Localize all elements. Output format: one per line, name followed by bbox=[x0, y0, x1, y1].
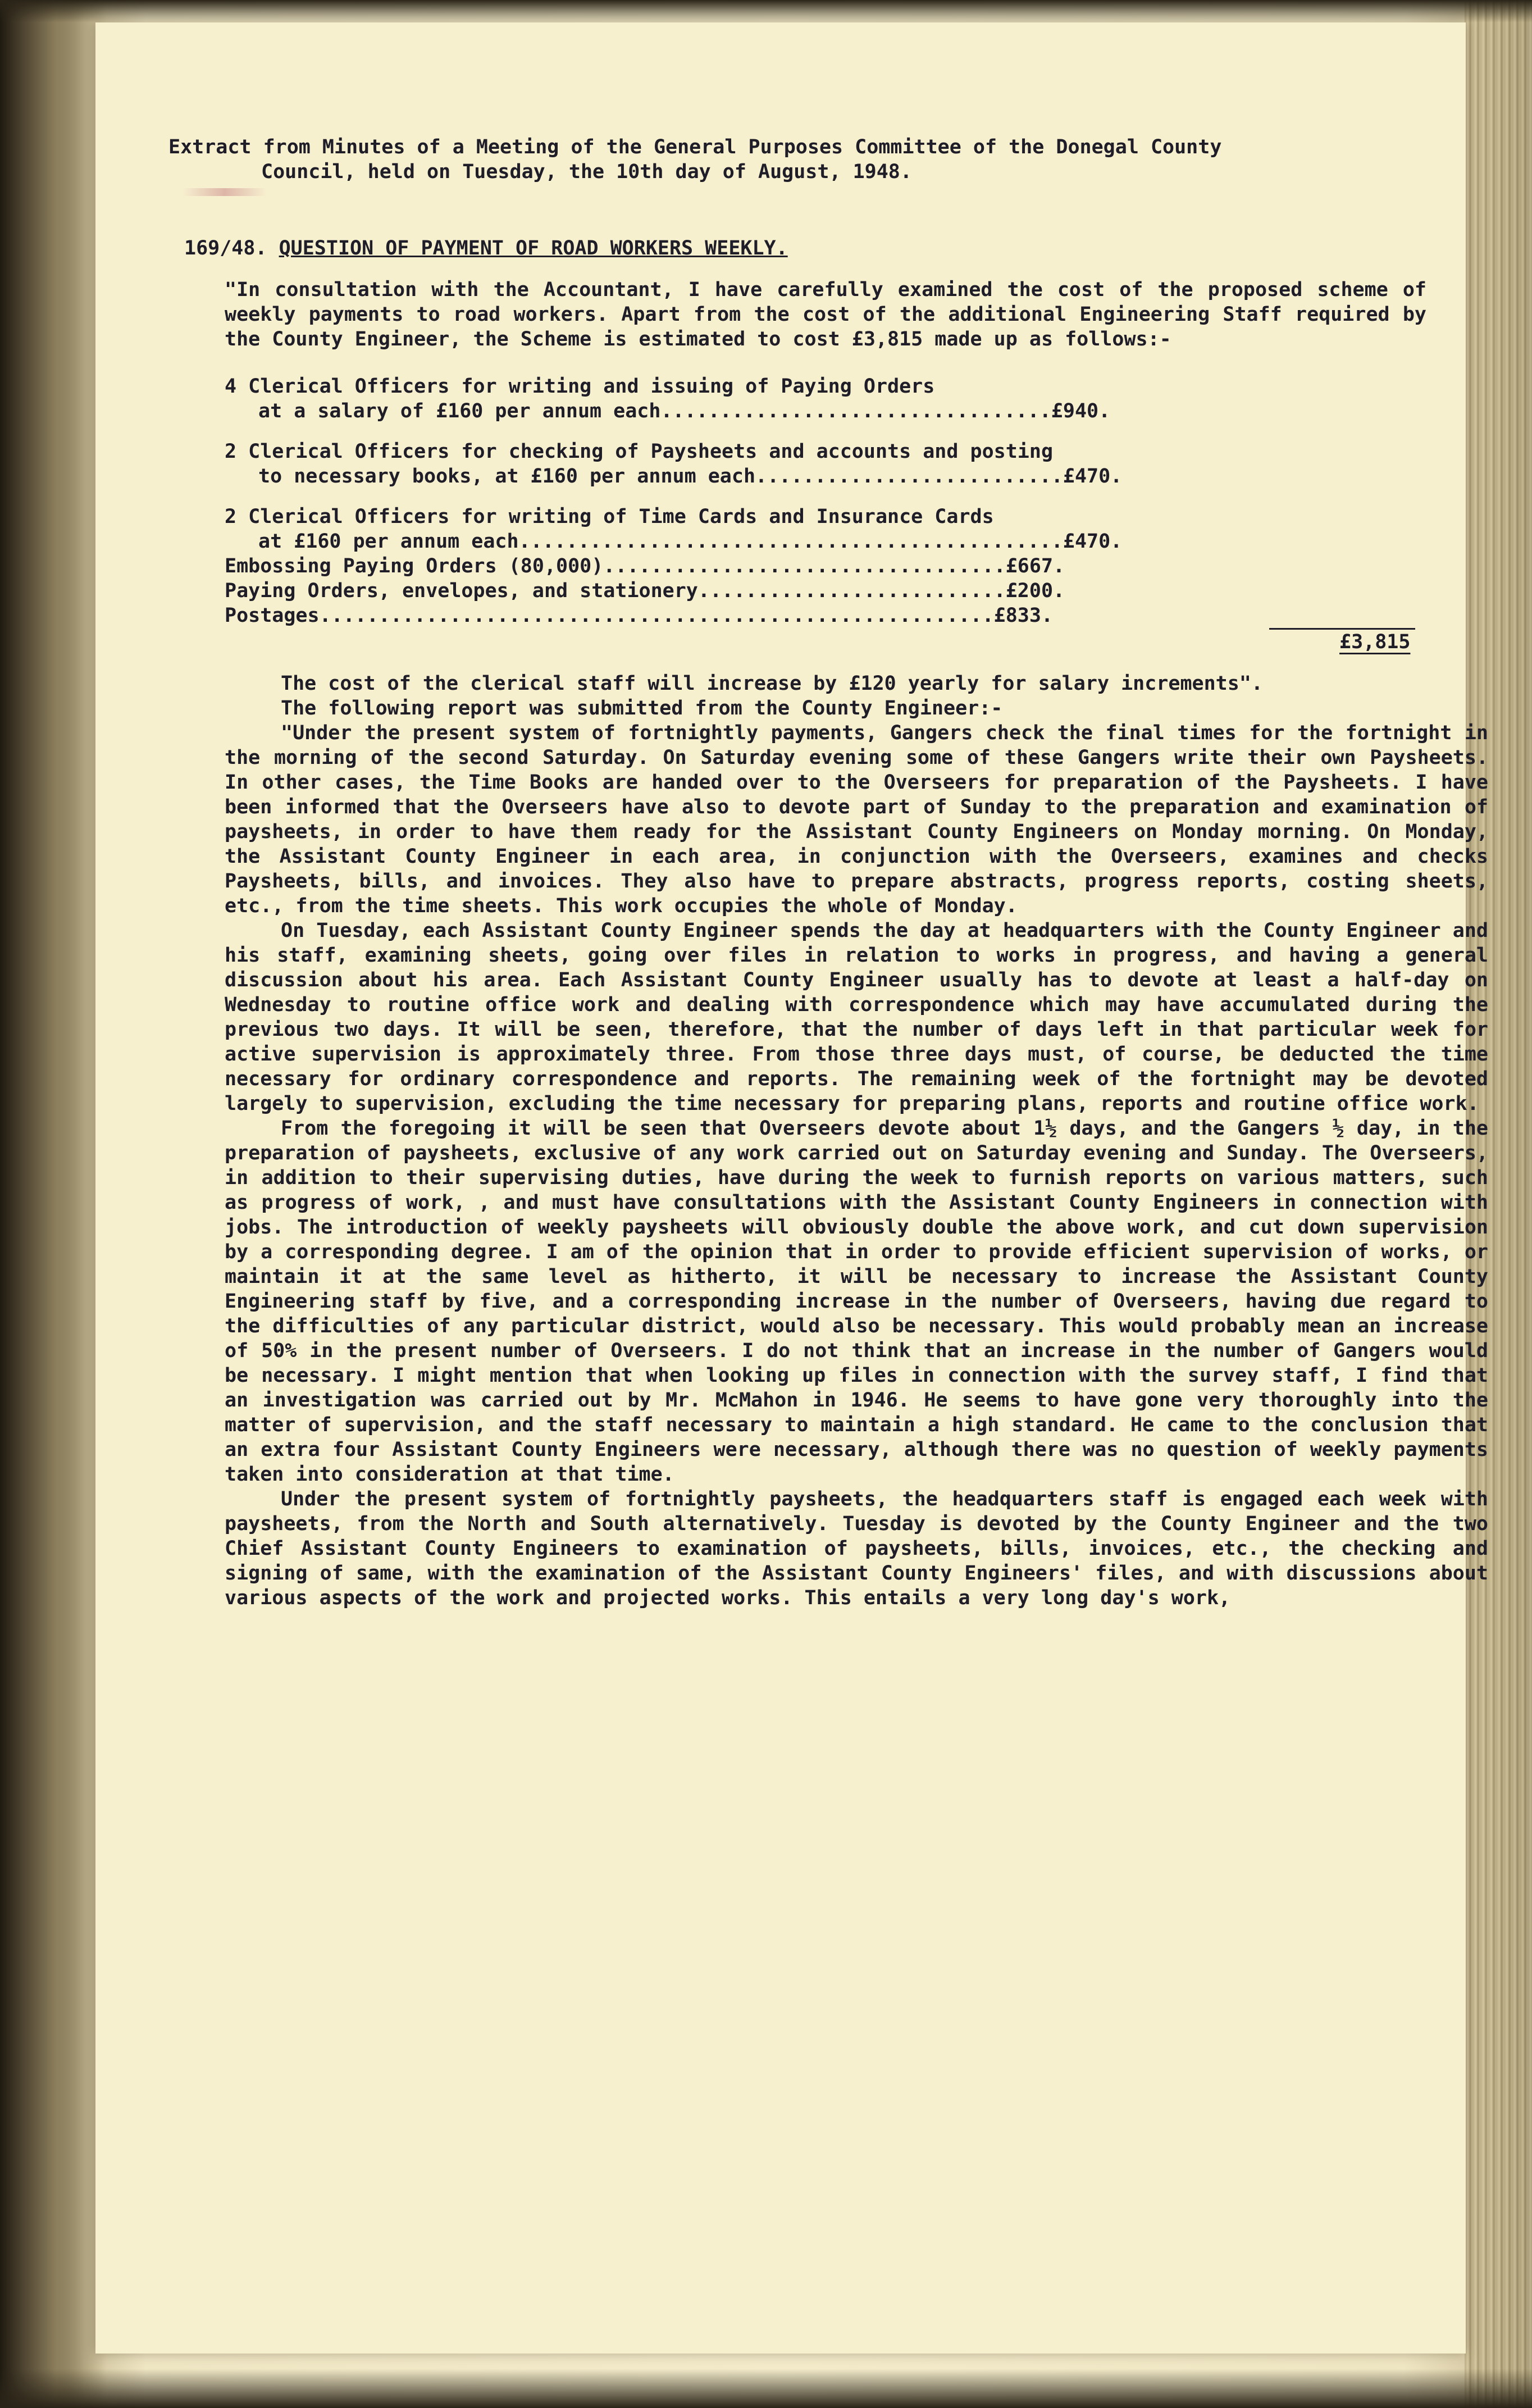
heading-line-1: Extract from Minutes of a Meeting of the General Purposes Committee of the Donegal County bbox=[168, 136, 1222, 158]
cost-item-line-1: 4 Clerical Officers for writing and issuing of Paying Orders bbox=[225, 375, 935, 398]
intro-paragraph: "In consultation with the Accountant, I have carefully examined the cost of the proposed scheme of weekly payments to road workers. Apart from the cost of the additional Engineering Staff required by the County Engineer, the Scheme is estimated to cost £3,815 made up as follows:- bbox=[225, 279, 1426, 350]
bottom-shadow bbox=[0, 2369, 1532, 2408]
cost-items bbox=[225, 374, 1460, 628]
increment-note: The cost of the clerical staff will increase by £120 yearly for salary increments". bbox=[281, 672, 1263, 695]
top-shadow bbox=[0, 0, 1532, 22]
typed-document bbox=[168, 135, 1488, 1610]
cost-item bbox=[225, 504, 1460, 554]
cost-item-line-2: at £160 per annum each..............................................£470. bbox=[258, 530, 1123, 553]
minute-title: QUESTION OF PAYMENT OF ROAD WORKERS WEEKLY. bbox=[279, 237, 788, 260]
document-heading bbox=[168, 135, 1460, 184]
cost-item-line-1: 2 Clerical Officers for checking of Paysheets and accounts and posting bbox=[225, 440, 1054, 463]
heading-line-2: Council, held on Tuesday, the 10th day of August, 1948. bbox=[261, 161, 912, 183]
report-paragraph: "Under the present system of fortnightly payments, Gangers check the final times for the fortnight in the morning of the second Saturday. On Saturday evening some of these Gangers write their own Paysheets. In other cases, the Time Books are handed over to the Overseers for preparation of the Paysheets. I have been informed that the Overseers have also to devote part of Sunday to the preparation and examination of paysheets, in order to have them ready for the Assistant County Engineers on Monday morning. On Monday, the Assistant County Engineer in each area, in conjunction with the Overseers, examines and checks Paysheets, bills, and invoices. They also have to prepare abstracts, progress reports, costing sheets, etc., from the time sheets. This work occupies the whole of Monday. bbox=[225, 722, 1488, 917]
minute-number: 169/48. bbox=[184, 237, 267, 260]
report-paragraph: Under the present system of fortnightly paysheets, the headquarters staff is engaged each week with paysheets, from the North and South alternatively. Tuesday is devoted by the County Engineer and the two Chief Assistant County Engineers to examination of paysheets, bills, invoices, etc., the checking and signing of same, with the examination of the Assistant County Engineers' files, and with discussions about various aspects of the work and projected works. This entails a very long day's work, bbox=[225, 1488, 1488, 1609]
book-binding-shadow bbox=[0, 0, 107, 2408]
report-intro: The following report was submitted from the County Engineer:- bbox=[281, 697, 1003, 720]
cost-item-line-1: 2 Clerical Officers for writing of Time Cards and Insurance Cards bbox=[225, 506, 994, 528]
cost-item-line-2: at a salary of £160 per annum each.................................£940. bbox=[258, 400, 1111, 422]
extra-item: Paying Orders, envelopes, and stationery..........................£200. bbox=[225, 580, 1065, 602]
report-paragraph: From the foregoing it will be seen that Overseers devote about 1½ days, and the Gangers ½ day, in the preparation of paysheets, exclusive of any work carried out on Saturday evening and Sunday. The Overseers, in addition to their supervising duties, have during the week to furnish reports on various matters, such as progress of work, , and must have consultations with the Assistant County Engineers in connection with jobs. The introduction of weekly paysheets will obviously double the above work, and cut down supervision by a corresponding degree. I am of the opinion that in order to provide efficient supervision of works, or maintain it at the same level as hitherto, it will be necessary to increase the Assistant County Engineering staff by five, and a corresponding increase in the number of Overseers, having due regard to the difficulties of any particular district, would also be necessary. This would probably mean an increase of 50% in the present number of Overseers. I do not think that an increase in the number of Gangers would be necessary. I might mention that when looking up files in connection with the survey staff, I find that an investigation was carried out by Mr. McMahon in 1946. He seems to have gone very thoroughly into the matter of supervision, and the staff necessary to maintain a high standard. He came to the conclusion that an extra four Assistant County Engineers were necessary, although there was no question of weekly payments taken into consideration at that time. bbox=[225, 1117, 1488, 1486]
cost-item-line-2: to necessary books, at £160 per annum each..........................£470. bbox=[258, 465, 1123, 488]
cost-item bbox=[225, 439, 1460, 489]
extra-item: Embossing Paying Orders (80,000)..................................£667. bbox=[225, 555, 1065, 577]
cost-total: £3,815 bbox=[1339, 631, 1411, 653]
cost-item bbox=[225, 374, 1460, 424]
report-paragraph: On Tuesday, each Assistant County Engineer spends the day at headquarters with the County Engineer and his staff, examining sheets, going over files in relation to works in progress, and having a general discussion about his area. Each Assistant County Engineer usually has to devote at least a half-day on Wednesday to routine office work and dealing with correspondence which may have accumulated during the previous two days. It will be seen, therefore, that the number of days left in that particular week for active supervision is approximately three. From those three days must, of course, be deducted the time necessary for ordinary correspondence and reports. The remaining week of the fortnight may be devoted largely to supervision, excluding the time necessary for preparing plans, reports and routine office work. bbox=[225, 919, 1488, 1115]
extra-item: Postages.........................................................£833. bbox=[225, 604, 1054, 627]
minute-heading bbox=[184, 236, 1460, 261]
